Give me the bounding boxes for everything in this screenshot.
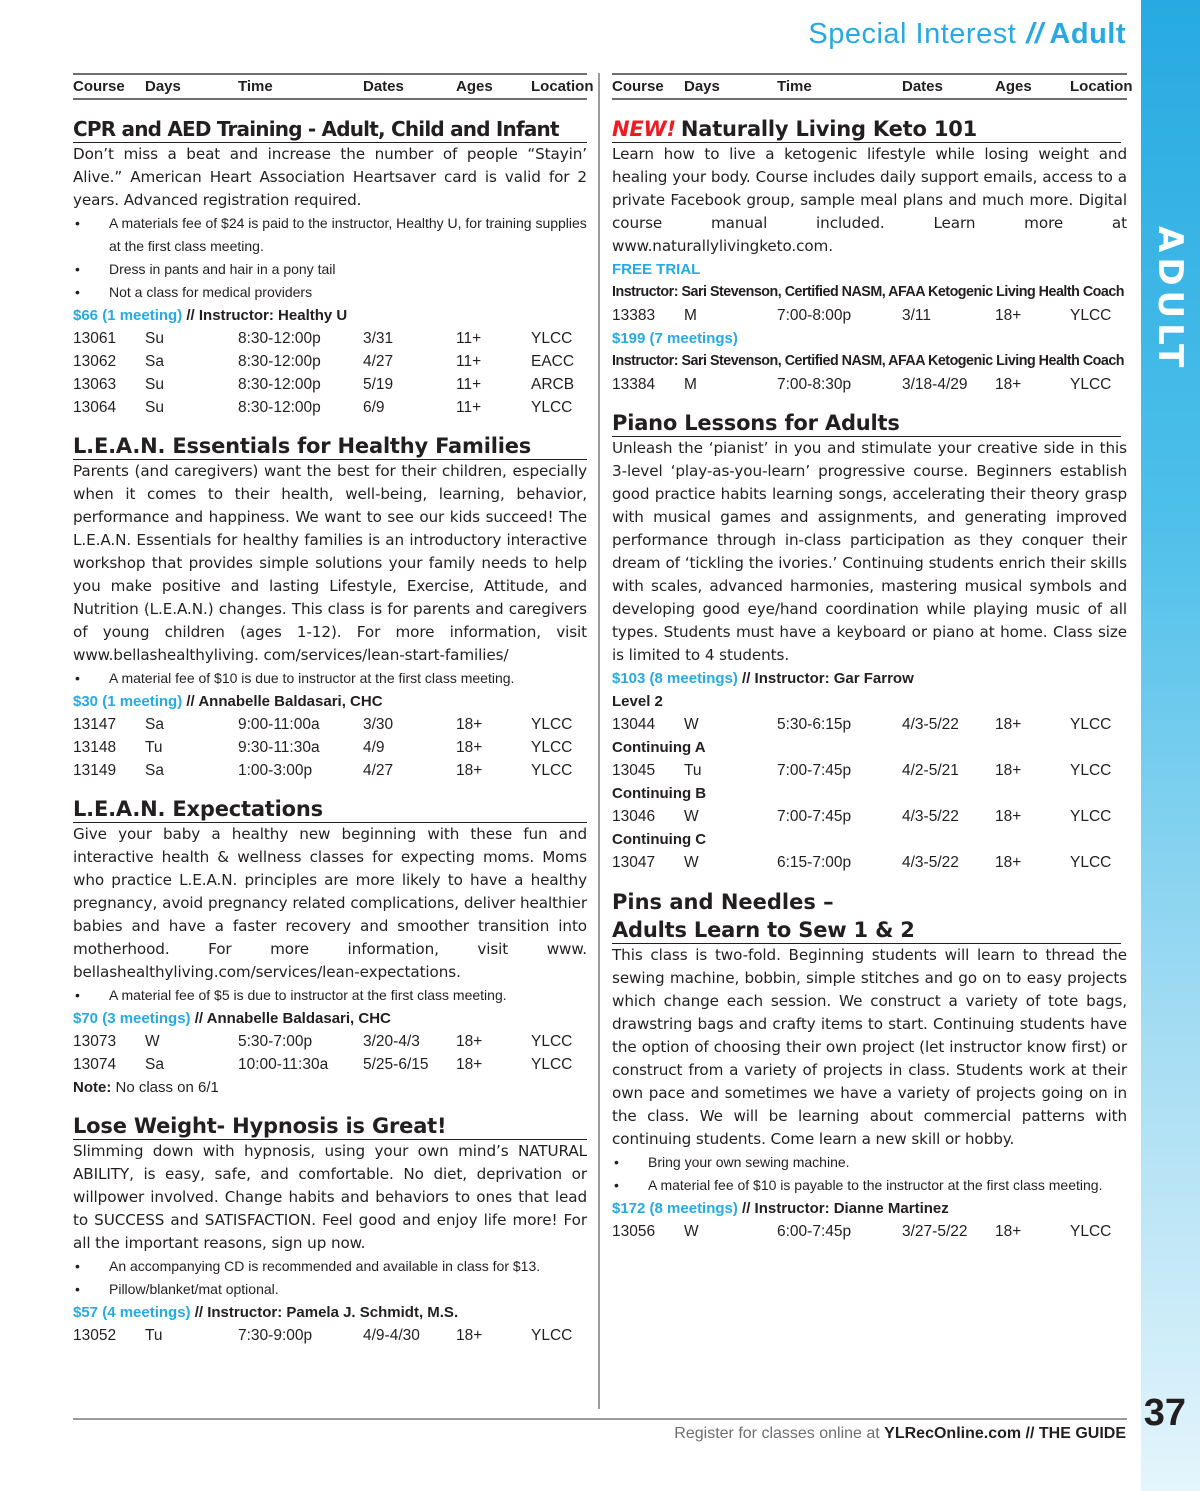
schedule-row bbox=[612, 304, 1127, 327]
course-title-piano: Piano Lessons for Adults bbox=[612, 410, 1121, 437]
course-ages: 18+ bbox=[456, 762, 483, 779]
course-time: 8:30-12:00p bbox=[238, 330, 321, 347]
course-title-lean-expectations: L.E.A.N. Expectations bbox=[73, 796, 587, 823]
course-number: 13147 bbox=[73, 716, 117, 733]
course-days: Sa bbox=[145, 1056, 164, 1073]
course-ages: 18+ bbox=[995, 1223, 1022, 1240]
course-number: 13383 bbox=[612, 307, 656, 324]
course-desc-hypnosis: Slimming down with hypnosis, using your own mind’s NATURAL ABILITY, is easy, safe, and comfortable. No diet, deprivation or willpower involved. Change habits and behaviors to ones that lead to SUCCESS and SATISFACTION. Feel good and enjoy life more! For all the important reasons, sign up now. bbox=[73, 1142, 587, 1252]
course-title-sew-line2: Adults Learn to Sew 1 & 2 bbox=[612, 917, 1121, 944]
course-dates: 4/9 bbox=[363, 739, 385, 756]
header-time: Time bbox=[238, 78, 273, 95]
instructor-line: Instructor: Sari Stevenson, Certified NASM, AFAA Ketogenic Living Health Coach bbox=[612, 353, 1125, 369]
course-location: YLCC bbox=[531, 1056, 573, 1073]
course-time: 8:30-12:00p bbox=[238, 376, 321, 393]
course-dates: 4/2-5/21 bbox=[902, 762, 959, 779]
course-number: 13061 bbox=[73, 330, 117, 347]
price-line: $103 (8 meetings) // Instructor: Gar Farrow bbox=[612, 670, 914, 687]
header-days: Days bbox=[145, 78, 181, 95]
table-header-right bbox=[612, 73, 1133, 100]
course-location: YLCC bbox=[531, 330, 573, 347]
course-number: 13046 bbox=[612, 808, 656, 825]
table-row bbox=[612, 1220, 1127, 1243]
bullet: • A material fee of $10 is payable to the instructor at the first class meeting. bbox=[614, 1177, 1103, 1193]
header-dates: Dates bbox=[902, 78, 943, 95]
course-days: Su bbox=[145, 330, 164, 347]
course-desc-lean-families: Parents (and caregivers) want the best for their children, especially when it comes to their health, well-being, learning, behavior, performance and happiness. We want to see our kids succeed! The L.E.A.N. Essentials for healthy families is an introductory interactive workshop that provides simple solutions your family needs to help you make positive and lasting Lifestyle, Exercise, Attitude, and Nutrition (L.E.A.N.) changes. This class is for parents and caregivers of young children (ages 1-12). For more information, visit www.bellashealthyliving. com/services/lean-start-families/ bbox=[73, 462, 587, 664]
course-location: YLCC bbox=[531, 399, 573, 416]
course-location: YLCC bbox=[1070, 762, 1112, 779]
course-ages: 18+ bbox=[456, 1327, 483, 1344]
course-dates: 6/9 bbox=[363, 399, 385, 416]
course-number: 13384 bbox=[612, 376, 656, 393]
header-days: Days bbox=[684, 78, 720, 95]
schedule-row bbox=[612, 851, 1127, 874]
table-row bbox=[73, 1030, 587, 1053]
course-dates: 4/9-4/30 bbox=[363, 1327, 420, 1344]
course-number: 13047 bbox=[612, 854, 656, 871]
course-location: YLCC bbox=[531, 1327, 573, 1344]
course-time: 5:30-6:15p bbox=[777, 716, 852, 733]
course-ages: 11+ bbox=[456, 330, 482, 347]
header-dates: Dates bbox=[363, 78, 404, 95]
footer-site-link[interactable]: YLRecOnline.com bbox=[884, 1425, 1022, 1442]
course-ages: 18+ bbox=[995, 762, 1022, 779]
course-location: YLCC bbox=[1070, 376, 1112, 393]
left-column bbox=[73, 73, 594, 1347]
price-line: $199 (7 meetings) bbox=[612, 330, 738, 347]
price-line: $66 (1 meeting) // Instructor: Healthy U bbox=[73, 307, 348, 324]
header-course: Course bbox=[612, 78, 664, 95]
course-ages: 11+ bbox=[456, 353, 482, 370]
course-dates: 4/3-5/22 bbox=[902, 716, 959, 733]
bullet: • An accompanying CD is recommended and available in class for $13. bbox=[75, 1258, 541, 1274]
schedule-row bbox=[612, 1220, 1127, 1243]
course-time: 8:30-12:00p bbox=[238, 399, 321, 416]
course-days: W bbox=[684, 1223, 699, 1240]
table-row bbox=[73, 1053, 587, 1076]
table-row bbox=[612, 851, 1127, 874]
schedule-row bbox=[612, 759, 1127, 782]
bullet: • Bring your own sewing machine. bbox=[614, 1154, 850, 1170]
course-location: YLCC bbox=[531, 762, 573, 779]
course-days: Su bbox=[145, 376, 164, 393]
course-number: 13149 bbox=[73, 762, 117, 779]
course-location: EACC bbox=[531, 353, 575, 370]
price-line: $172 (8 meetings) // Instructor: Dianne Martinez bbox=[612, 1200, 949, 1217]
schedule-rows bbox=[73, 1030, 587, 1076]
header-time: Time bbox=[777, 78, 812, 95]
course-dates: 3/31 bbox=[363, 330, 394, 347]
course-title-keto: NEW! Naturally Living Keto 101 bbox=[612, 116, 1121, 143]
course-time: 7:00-8:00p bbox=[777, 307, 852, 324]
header-ages: Ages bbox=[456, 78, 493, 95]
course-title-lean-families: L.E.A.N. Essentials for Healthy Families bbox=[73, 433, 587, 460]
page-header bbox=[808, 18, 1126, 51]
schedule-rows bbox=[73, 327, 587, 419]
course-dates: 5/25-6/15 bbox=[363, 1056, 429, 1073]
course-time: 1:00-3:00p bbox=[238, 762, 313, 779]
course-time: 6:15-7:00p bbox=[777, 854, 852, 871]
course-ages: 18+ bbox=[456, 716, 483, 733]
bullet: • A material fee of $10 is due to instructor at the first class meeting. bbox=[75, 670, 515, 686]
course-ages: 18+ bbox=[995, 854, 1022, 871]
course-time: 7:30-9:00p bbox=[238, 1327, 313, 1344]
course-location: YLCC bbox=[531, 716, 573, 733]
table-row bbox=[73, 759, 587, 782]
schedule-row bbox=[612, 805, 1127, 828]
course-ages: 18+ bbox=[995, 716, 1022, 733]
table-row bbox=[612, 304, 1127, 327]
course-dates: 4/27 bbox=[363, 353, 394, 370]
table-row bbox=[73, 396, 587, 419]
instructor-line: Instructor: Sari Stevenson, Certified NASM, AFAA Ketogenic Living Health Coach bbox=[612, 284, 1125, 300]
table-row bbox=[73, 713, 587, 736]
course-ages: 18+ bbox=[995, 307, 1022, 324]
header-section: Special Interest bbox=[808, 18, 1017, 50]
course-ages: 11+ bbox=[456, 376, 482, 393]
page-number: 37 bbox=[1143, 1392, 1186, 1434]
table-row bbox=[73, 1324, 587, 1347]
course-days: Tu bbox=[145, 1327, 163, 1344]
course-time: 7:00-7:45p bbox=[777, 762, 852, 779]
course-days: W bbox=[145, 1033, 160, 1050]
course-location: YLCC bbox=[1070, 854, 1112, 871]
course-days: Tu bbox=[684, 762, 702, 779]
side-tab-label: ADULT bbox=[1150, 226, 1190, 373]
course-dates: 3/20-4/3 bbox=[363, 1033, 420, 1050]
price-line: $70 (3 meetings) // Annabelle Baldasari, CHC bbox=[73, 1010, 391, 1027]
course-number: 13148 bbox=[73, 739, 117, 756]
course-days: M bbox=[684, 376, 697, 393]
course-location: YLCC bbox=[531, 1033, 573, 1050]
course-ages: 18+ bbox=[456, 739, 483, 756]
table-row bbox=[73, 350, 587, 373]
course-number: 13073 bbox=[73, 1033, 117, 1050]
course-dates: 3/30 bbox=[363, 716, 394, 733]
course-desc-cpr: Don’t miss a beat and increase the number of people “Stayin’ Alive.” American Heart Association Heartsaver card is valid for 2 years. Advanced registration required. bbox=[73, 145, 587, 209]
column-divider bbox=[598, 73, 600, 1409]
course-time: 6:00-7:45p bbox=[777, 1223, 852, 1240]
course-title-sew-line1: Pins and Needles – bbox=[612, 890, 834, 914]
course-location: ARCB bbox=[531, 376, 575, 393]
course-days: W bbox=[684, 716, 699, 733]
schedule-row bbox=[612, 713, 1127, 736]
course-location: YLCC bbox=[1070, 307, 1112, 324]
schedule-row bbox=[612, 373, 1127, 396]
footer-register: Register for classes online at YLRecOnline.com // THE GUIDE bbox=[674, 1425, 1126, 1442]
price-line: $30 (1 meeting) // Annabelle Baldasari, CHC bbox=[73, 693, 383, 710]
header-location: Location bbox=[531, 78, 594, 95]
course-days: Sa bbox=[145, 353, 164, 370]
level-label: Continuing A bbox=[612, 739, 706, 756]
course-location: YLCC bbox=[1070, 808, 1112, 825]
course-ages: 18+ bbox=[456, 1033, 483, 1050]
course-title-cpr: CPR and AED Training - Adult, Child and Infant bbox=[73, 116, 587, 143]
class-note: Note: No class on 6/1 bbox=[73, 1079, 219, 1096]
course-dates: 3/27-5/22 bbox=[902, 1223, 968, 1240]
course-number: 13056 bbox=[612, 1223, 656, 1240]
course-number: 13063 bbox=[73, 376, 117, 393]
course-dates: 4/3-5/22 bbox=[902, 808, 959, 825]
course-location: YLCC bbox=[531, 739, 573, 756]
level-label: Continuing C bbox=[612, 831, 707, 848]
course-location: YLCC bbox=[1070, 716, 1112, 733]
new-badge: NEW! bbox=[612, 117, 676, 141]
bullet: • Pillow/blanket/mat optional. bbox=[75, 1281, 279, 1297]
table-row bbox=[612, 713, 1127, 736]
bullet: • Not a class for medical providers bbox=[75, 284, 313, 300]
course-number: 13052 bbox=[73, 1327, 117, 1344]
header-separator: // bbox=[1026, 18, 1044, 50]
bullet: • Dress in pants and hair in a pony tail bbox=[75, 261, 336, 277]
course-time: 5:30-7:00p bbox=[238, 1033, 313, 1050]
course-days: Su bbox=[145, 399, 164, 416]
course-days: M bbox=[684, 307, 697, 324]
course-ages: 18+ bbox=[995, 808, 1022, 825]
course-desc-sew: This class is two-fold. Beginning students will learn to thread the sewing machine, bobbin, simple stitches and go on to easy projects which change each session. We construct a variety of tote bags, drawstring bags and crafty items to start. Continuing students have the option of choosing their own project (let instructor know first) or construct from a variety of projects in class. Students work at their own pace and sometimes we have a variety of projects going on in the class. We will be learning about commercial patterns with continuing students. Come learn a new skill or hobby. bbox=[612, 946, 1127, 1148]
free-trial-label: FREE TRIAL bbox=[612, 261, 701, 278]
table-header-left bbox=[73, 73, 594, 100]
course-days: Tu bbox=[145, 739, 163, 756]
course-days: Sa bbox=[145, 716, 164, 733]
course-dates: 5/19 bbox=[363, 376, 394, 393]
table-row bbox=[612, 805, 1127, 828]
table-row bbox=[612, 759, 1127, 782]
course-ages: 18+ bbox=[995, 376, 1022, 393]
course-number: 13062 bbox=[73, 353, 117, 370]
course-dates: 4/3-5/22 bbox=[902, 854, 959, 871]
course-number: 13074 bbox=[73, 1056, 117, 1073]
course-time: 7:00-8:30p bbox=[777, 376, 852, 393]
course-days: Sa bbox=[145, 762, 164, 779]
table-row bbox=[73, 327, 587, 350]
course-desc-lean-expectations: Give your baby a healthy new beginning with these fun and interactive health & wellness classes for expecting moms. Moms who practice L.E.A.N. principles are more likely to have a healthy pregnancy, avoid pregnancy related complications, deliver healthier babies and have a faster recovery and smoother transition into motherhood. For more information, visit www. bellashealthyliving.com/services/lean-expectations. bbox=[73, 825, 587, 981]
course-location: YLCC bbox=[1070, 1223, 1112, 1240]
course-ages: 11+ bbox=[456, 399, 482, 416]
price-line: $57 (4 meetings) // Instructor: Pamela J. Schmidt, M.S. bbox=[73, 1304, 459, 1321]
level-label: Continuing B bbox=[612, 785, 707, 802]
table-row bbox=[612, 373, 1127, 396]
right-column bbox=[612, 73, 1133, 1243]
schedule-rows bbox=[73, 713, 587, 782]
bullet: • A material fee of $5 is due to instructor at the first class meeting. bbox=[75, 987, 507, 1003]
course-time: 8:30-12:00p bbox=[238, 353, 321, 370]
course-days: W bbox=[684, 808, 699, 825]
table-row bbox=[73, 373, 587, 396]
table-row bbox=[73, 736, 587, 759]
header-category: Adult bbox=[1049, 18, 1126, 50]
course-time: 9:30-11:30a bbox=[238, 739, 320, 756]
course-desc-piano: Unleash the ‘pianist’ in you and stimulate your creative side in this 3-level ‘play-as-you-learn’ progressive course. Beginners establish good practice habits learning songs, accelerating their theory grasp with musical games and assignments, and generating improved performance through in-class participation as they conquer their dream of ‘tickling the ivories.’ Continuing students enrich their skills with scales, advanced harmonies, mastering musical symbols and developing good eye/hand coordination while playing music of all types. Students must have a keyboard or piano at home. Class size is limited to 4 students. bbox=[612, 439, 1127, 664]
header-ages: Ages bbox=[995, 78, 1032, 95]
course-time: 10:00-11:30a bbox=[238, 1056, 329, 1073]
level-label: Level 2 bbox=[612, 693, 663, 710]
course-ages: 18+ bbox=[456, 1056, 483, 1073]
footer-rule bbox=[73, 1418, 1127, 1420]
course-title-hypnosis: Lose Weight- Hypnosis is Great! bbox=[73, 1113, 587, 1140]
course-number: 13064 bbox=[73, 399, 117, 416]
course-dates: 3/18-4/29 bbox=[902, 376, 968, 393]
course-dates: 3/11 bbox=[902, 307, 932, 324]
header-location: Location bbox=[1070, 78, 1133, 95]
bullet: • A materials fee of $24 is paid to the instructor, Healthy U, for training supplies at the first class meeting. bbox=[75, 215, 587, 254]
course-number: 13044 bbox=[612, 716, 656, 733]
side-tab bbox=[1141, 0, 1200, 1491]
schedule-rows bbox=[73, 1324, 587, 1347]
course-number: 13045 bbox=[612, 762, 656, 779]
course-time: 9:00-11:00a bbox=[238, 716, 320, 733]
course-dates: 4/27 bbox=[363, 762, 394, 779]
course-time: 7:00-7:45p bbox=[777, 808, 852, 825]
header-course: Course bbox=[73, 78, 125, 95]
course-desc-keto: Learn how to live a ketogenic lifestyle while losing weight and healing your body. Course includes daily support emails, access to a private Facebook group, sample meal plans and much more. Digital course manual included. Learn more at www.naturallylivingketo.com. bbox=[612, 145, 1127, 255]
course-days: W bbox=[684, 854, 699, 871]
